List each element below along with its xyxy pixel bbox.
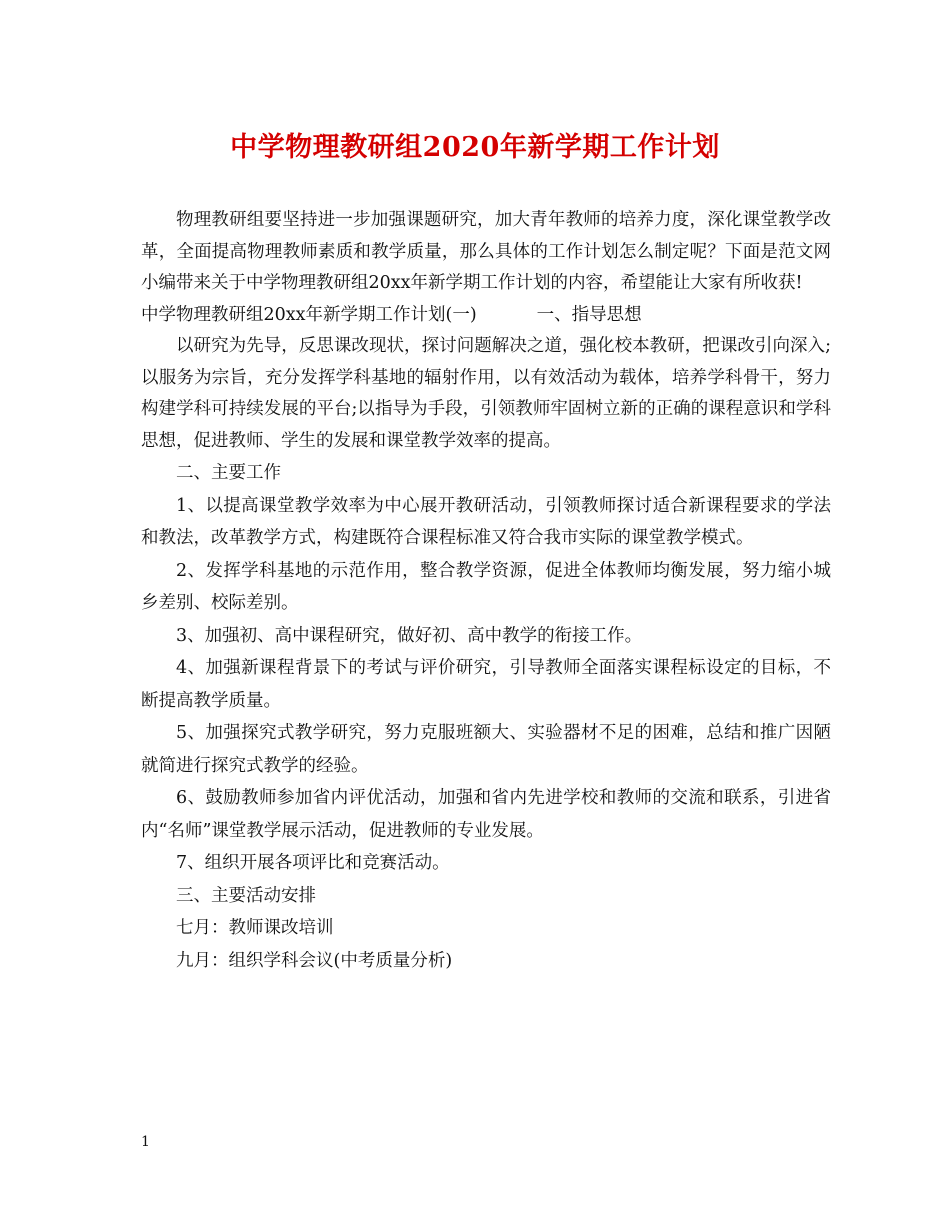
section3-heading: 三、主要活动安排 xyxy=(176,885,316,906)
document-title: 中学物理教研组2020年新学期工作计划 xyxy=(230,132,720,163)
activity-item: 七月：教师课改培训 xyxy=(176,918,334,938)
activity-item: 九月：组织学科会议(中考质量分析) xyxy=(176,950,453,971)
work-item: 7、组织开展各项评比和竞赛活动。 xyxy=(176,853,450,873)
work-item: 4、加强新课程背景下的考试与评价研究，引导教师全面落实课程标设定的目标，不断提高教学质量。 xyxy=(141,658,831,711)
section2-heading: 二、主要工作 xyxy=(176,463,281,483)
work-item: 5、加强探究式教学研究，努力克服班额大、实验器材不足的困难，总结和推广因陋就简进行探究式教学的经验。 xyxy=(141,723,831,776)
work-item: 1、以提高课堂教学效率为中心展开教研活动，引领教师探讨适合新课程要求的学法和教法，改革教学方式，构建既符合课程标准又符合我市实际的课堂教学模式。 xyxy=(141,495,831,548)
work-item: 3、加强初、高中课程研究，做好初、高中教学的衔接工作。 xyxy=(176,625,643,646)
section1-heading: 一、指导思想 xyxy=(536,304,642,325)
work-item: 6、鼓励教师参加省内评优活动，加强和省内先进学校和教师的交流和联系，引进省内“名师”课堂教学展示活动，促进教师的专业发展。 xyxy=(141,788,831,841)
page-number: 1 xyxy=(141,1134,150,1150)
subtitle: 中学物理教研组20xx年新学期工作计划(一) xyxy=(141,304,477,325)
intro-paragraph: 物理教研组要坚持进一步加强课题研究，加大青年教师的培养力度，深化课堂教学改革，全面提高物理教师素质和教学质量，那么具体的工作计划怎么制定呢？下面是范文网小编带来关于中学物理教研组20xx年新学期工作计划的内容，希望能让大家有所收获! xyxy=(141,210,831,293)
subtitle-line xyxy=(141,300,831,332)
section1-paragraph: 以研究为先导，反思课改现状，探讨问题解决之道，强化校本教研，把课改引向深入;以服务为宗旨，充分发挥学科基地的辐射作用，以有效活动为载体，培养学科骨干，努力构建学科可持续发展的平台;以指导为手段，引领教师牢固树立新的正确的课程意识和学科思想，促进教师、学生的发展和课堂教学效率的提高。 xyxy=(141,336,831,451)
document-body xyxy=(141,205,831,977)
work-item: 2、发挥学科基地的示范作用，整合教学资源，促进全体教师均衡发展，努力缩小城乡差别、校际差别。 xyxy=(141,560,831,613)
